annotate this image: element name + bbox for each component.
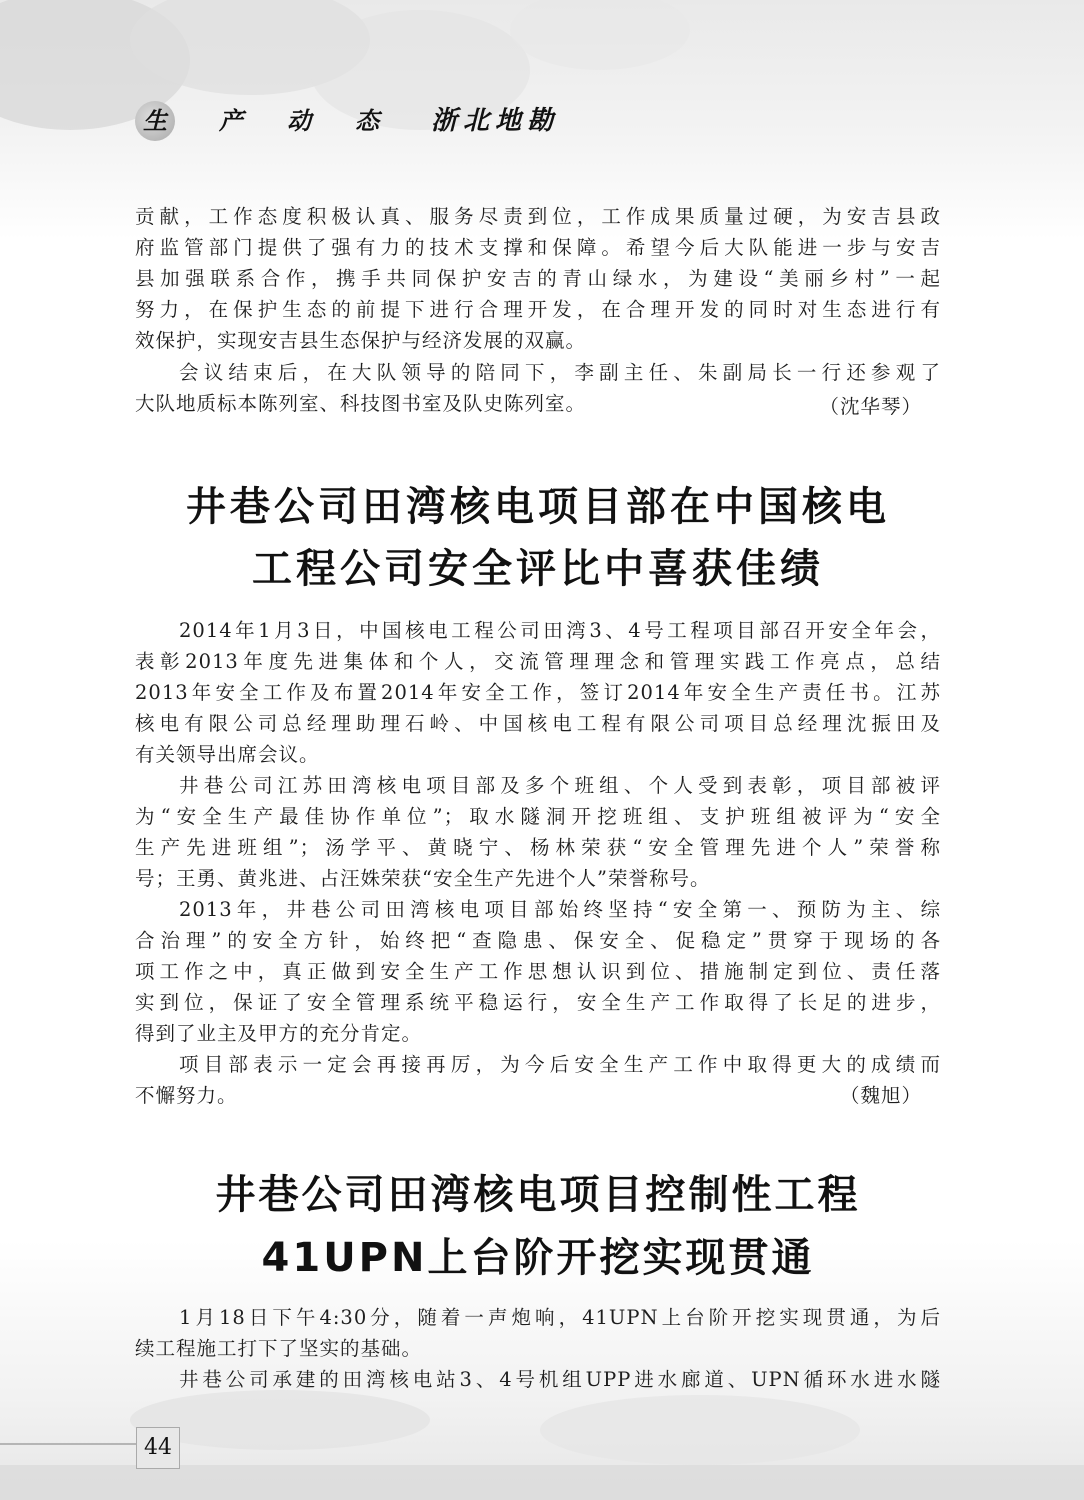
paragraph [135, 1364, 941, 1395]
text-line: 努力，在保护生态的前提下进行合理开发，在合理开发的同时对生态进行有 [135, 298, 941, 321]
text-line: 项目部表示一定会再接再厉，为今后安全生产工作中取得更大的成绩而 [179, 1053, 941, 1076]
paragraph [135, 201, 941, 356]
paragraph [135, 615, 941, 770]
text-line: 大队地质标本陈列室、科技图书室及队史陈列室。 [135, 392, 587, 415]
author-signature: （沈华琴） [819, 395, 922, 418]
text-line: 2014年1月3日，中国核电工程公司田湾3、4号工程项目部召开安全年会， [179, 619, 941, 642]
page-number: 44 [136, 1427, 180, 1469]
text-line: 不懈努力。 [135, 1084, 238, 1107]
text-line: 表彰2013年度先进集体和个人，交流管理理念和管理实践工作亮点，总结 [135, 650, 941, 673]
paragraph [135, 770, 941, 894]
title-line: 41UPN上台阶开挖实现贯通 [261, 1235, 815, 1281]
text-line: 有关领导出席会议。 [135, 743, 320, 766]
header-char: 生 [135, 101, 175, 141]
title-line: 工程公司安全评比中喜获佳绩 [252, 546, 824, 592]
page-header [135, 98, 559, 144]
text-line: 为“安全生产最佳协作单位”；取水隧洞开挖班组、支护班组被评为“安全 [135, 805, 941, 828]
title-line: 井巷公司田湾核电项目控制性工程 [215, 1172, 861, 1218]
header-org: 浙北地勘 [431, 106, 560, 136]
text-line: 会议结束后，在大队领导的陪同下，李副主任、朱副局长一行还参观了 [179, 361, 941, 384]
text-line: 府监管部门提供了强有力的技术支撑和保障。希望今后大队能进一步与安吉 [135, 236, 941, 259]
paragraph [135, 1302, 941, 1364]
text-line: 2013年安全工作及布置2014年安全工作，签订2014年安全生产责任书。江苏 [135, 681, 941, 704]
article-title [135, 1226, 941, 1283]
text-line: 得到了业主及甲方的充分肯定。 [135, 1022, 423, 1045]
text-line: 项工作之中，真正做到安全生产工作思想认识到位、措施制定到位、责任落 [135, 960, 941, 983]
article-title [135, 475, 941, 532]
text-line: 生产先进班组”；汤学平、黄晓宁、杨林荣获“安全管理先进个人”荣誉称 [135, 836, 941, 859]
text-line: 贡献，工作态度积极认真、服务尽责到位，工作成果质量过硬，为安吉县政 [135, 205, 941, 228]
text-line: 实到位，保证了安全管理系统平稳运行，安全生产工作取得了长足的进步， [135, 991, 941, 1014]
text-line: 合治理”的安全方针，始终把“查隐患、保安全、促稳定”贯穿于现场的各 [135, 929, 941, 952]
text-line: 效保护，实现安吉县生态保护与经济发展的双赢。 [135, 329, 587, 352]
text-line: 号；王勇、黄兆进、占汪姝荣获“安全生产先进个人”荣誉称号。 [135, 867, 711, 890]
text-line: 井巷公司承建的田湾核电站3、4号机组UPP进水廊道、UPN循环水进水隧 [179, 1368, 941, 1391]
article-title [135, 1163, 941, 1220]
paragraph [135, 894, 941, 1049]
paragraph [135, 1049, 941, 1111]
text-line: 核电有限公司总经理助理石岭、中国核电工程有限公司项目总经理沈振田及 [135, 712, 941, 735]
text-line: 井巷公司江苏田湾核电项目部及多个班组、个人受到表彰，项目部被评 [179, 774, 941, 797]
text-line: 续工程施工打下了坚实的基础。 [135, 1337, 423, 1360]
header-char: 产 [219, 106, 243, 135]
page-number-rule [0, 1443, 136, 1445]
text-line: 1月18日下午4:30分，随着一声炮响，41UPN上台阶开挖实现贯通，为后 [179, 1306, 941, 1329]
header-char: 态 [355, 106, 379, 135]
text-line: 县加强联系合作，携手共同保护安吉的青山绿水，为建设“美丽乡村”一起 [135, 267, 941, 290]
header-char: 动 [287, 106, 311, 135]
author-signature: （魏旭） [839, 1084, 922, 1107]
title-line: 井巷公司田湾核电项目部在中国核电 [186, 484, 890, 530]
text-line: 2013年，井巷公司田湾核电项目部始终坚持“安全第一、预防为主、综 [179, 898, 941, 921]
article-title [135, 537, 941, 594]
